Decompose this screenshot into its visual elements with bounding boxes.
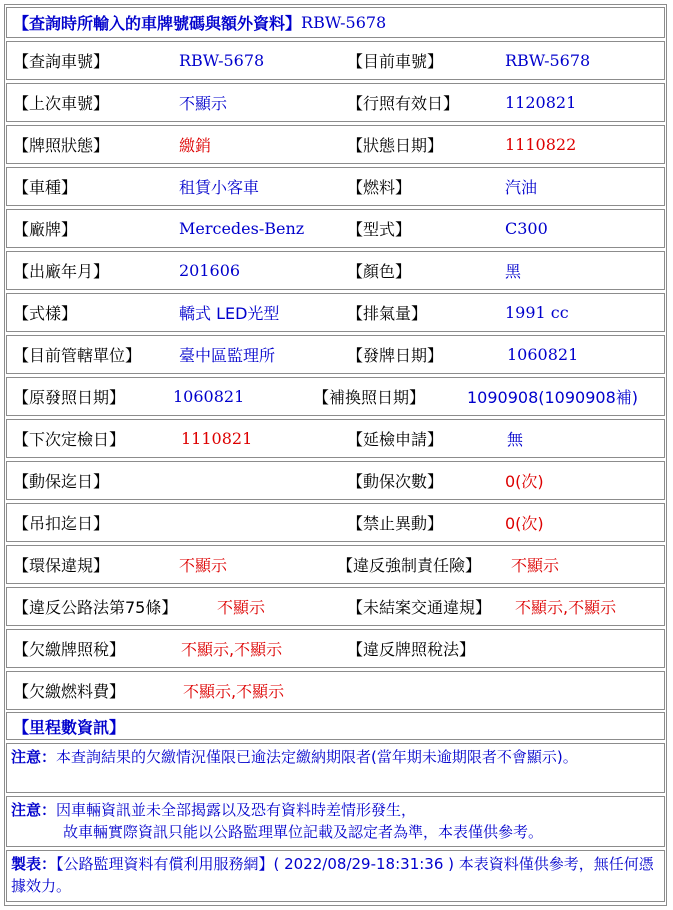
info-row [6, 251, 665, 290]
field-value: 不顯示 [511, 556, 560, 575]
report-title-plate: RBW-5678 [301, 13, 387, 32]
field-label: 【目前管轄單位】 [13, 346, 142, 365]
field-value: 1090908(1090908補) [467, 388, 639, 407]
field-label: 【未結案交通違規】 [347, 598, 492, 617]
note-disclaimer-line2: 故車輛實際資訊只能以公路監理單位記載及認定者為準，本表僅供參考。 [63, 823, 544, 841]
field-label: 【發牌日期】 [347, 346, 444, 365]
field-label: 【狀態日期】 [347, 136, 444, 155]
field-value: 0(次) [505, 514, 544, 533]
info-row [6, 503, 665, 542]
field-label: 【型式】 [347, 220, 412, 239]
report-title [13, 8, 386, 37]
field-value: 租賃小客車 [179, 178, 260, 197]
field-label: 【延檢申請】 [347, 430, 444, 449]
field-label: 【出廠年月】 [13, 262, 110, 281]
note-disclaimer [6, 796, 665, 847]
field-label: 【違反強制責任險】 [337, 556, 482, 575]
info-row [6, 671, 665, 710]
field-value: 不顯示 [179, 556, 228, 575]
field-value: 汽油 [505, 178, 538, 197]
field-label: 【環保違規】 [13, 556, 110, 575]
field-label: 【行照有效日】 [347, 94, 460, 113]
field-label: 【廠牌】 [13, 220, 78, 239]
note-disclaimer-line1: 因車輛資訊並未全部揭露以及恐有資料時差情形發生， [56, 801, 417, 819]
field-value: RBW-5678 [505, 51, 591, 70]
field-value: Mercedes-Benz [179, 219, 305, 238]
field-value: 1991 cc [505, 303, 569, 322]
field-label: 【違反牌照稅法】 [347, 640, 476, 659]
info-row [6, 293, 665, 332]
field-value: 1110821 [181, 429, 253, 448]
report-header [6, 7, 665, 38]
field-value: 不顯示 [217, 598, 266, 617]
info-row [6, 41, 665, 80]
info-row [6, 587, 665, 626]
info-row [6, 377, 665, 416]
info-row [6, 461, 665, 500]
note-arrears [6, 743, 665, 793]
field-value: 不顯示,不顯示 [515, 598, 617, 617]
note-disclaimer-label: 注意： [11, 801, 57, 819]
mileage-title: 【里程數資訊】 [13, 717, 126, 737]
field-value: 黑 [505, 262, 522, 281]
field-label: 【顏色】 [347, 262, 412, 281]
field-value: 1060821 [173, 387, 245, 406]
field-value: 繳銷 [179, 136, 212, 155]
info-row [6, 83, 665, 122]
field-value: C300 [505, 219, 548, 238]
field-value: 轎式 LED光型 [179, 304, 280, 323]
field-label: 【牌照狀態】 [13, 136, 110, 155]
field-label: 【下次定檢日】 [13, 430, 126, 449]
field-label: 【違反公路法第75條】 [13, 598, 178, 617]
field-label: 【燃料】 [347, 178, 412, 197]
field-value: RBW-5678 [179, 51, 265, 70]
field-value: 臺中區監理所 [179, 346, 276, 365]
field-label: 【上次車號】 [13, 94, 110, 113]
mileage-header [6, 712, 665, 740]
info-row [6, 419, 665, 458]
info-row [6, 335, 665, 374]
field-value: 1110822 [505, 135, 577, 154]
field-label: 【排氣量】 [347, 304, 428, 323]
field-value: 1120821 [505, 93, 577, 112]
field-value: 不顯示,不顯示 [183, 682, 285, 701]
info-row [6, 545, 665, 584]
field-value: 不顯示,不顯示 [181, 640, 283, 659]
field-label: 【車種】 [13, 178, 78, 197]
field-label: 【欠繳燃料費】 [13, 682, 126, 701]
report-footer [6, 850, 665, 902]
note-arrears-label: 注意： [11, 748, 57, 766]
field-label: 【目前車號】 [347, 52, 444, 71]
footer-label: 製表： [11, 855, 57, 873]
field-value: 201606 [179, 261, 241, 280]
field-label: 【欠繳牌照稅】 [13, 640, 126, 659]
report-title-text: 【查詢時所輸入的車牌號碼與額外資料】 [13, 14, 302, 33]
field-label: 【查詢車號】 [13, 52, 110, 71]
footer-text: 【公路監理資料有償利用服務網】( 2022/08/29-18:31:36 ) 本表資料僅供參考，無任何憑據效力。 [11, 855, 654, 895]
field-label: 【式樣】 [13, 304, 78, 323]
field-label: 【補換照日期】 [313, 388, 426, 407]
info-row [6, 629, 665, 668]
field-label: 【動保次數】 [347, 472, 444, 491]
field-label: 【動保迄日】 [13, 472, 110, 491]
field-label: 【吊扣迄日】 [13, 514, 110, 533]
field-value: 0(次) [505, 472, 544, 491]
field-value: 1060821 [507, 345, 579, 364]
info-row [6, 209, 665, 248]
info-row [6, 167, 665, 206]
info-row [6, 125, 665, 164]
note-arrears-text: 本查詢結果的欠繳情況僅限已逾法定繳納期限者(當年期未逾期限者不會顯示)。 [56, 748, 578, 766]
field-value: 無 [507, 430, 524, 449]
field-value: 不顯示 [179, 94, 228, 113]
field-label: 【禁止異動】 [347, 514, 444, 533]
field-label: 【原發照日期】 [13, 388, 126, 407]
